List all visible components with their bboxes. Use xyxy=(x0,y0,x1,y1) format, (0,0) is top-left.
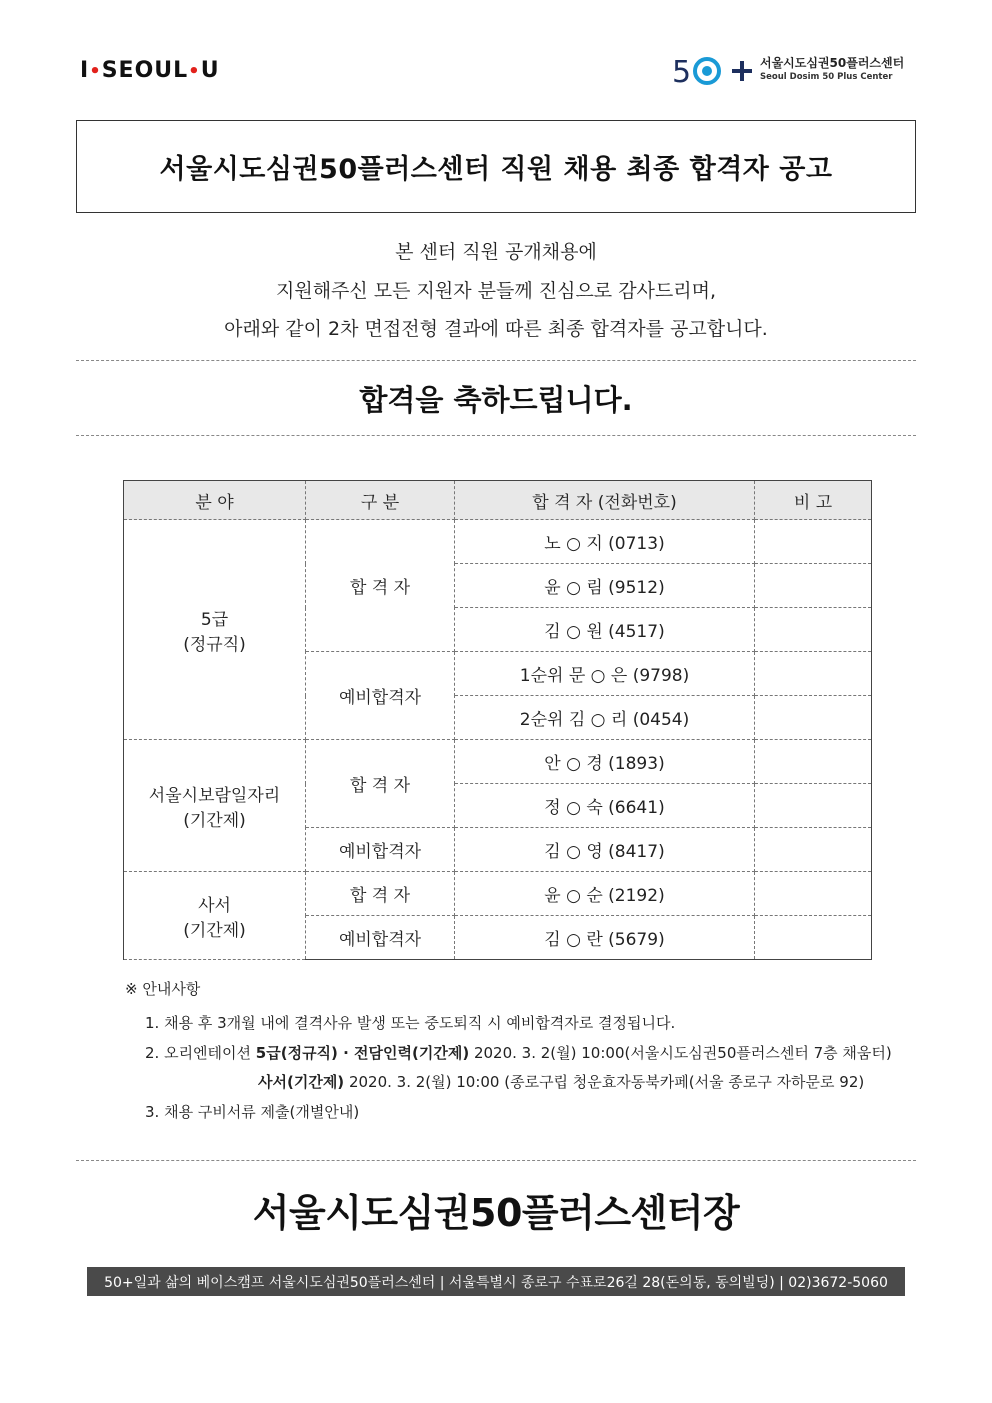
remarks-cell xyxy=(755,740,872,784)
passer-cell: 김 ○ 원 (4517) xyxy=(455,608,755,652)
divider xyxy=(76,435,916,436)
results-table xyxy=(123,480,872,960)
table-row xyxy=(124,740,872,784)
remarks-cell xyxy=(755,608,872,652)
notes-item-2b: 사서(기간제) 2020. 3. 2(월) 10:00 (종로구립 청운효자동북카페(서울 종로구 자하문로 92) xyxy=(258,1073,865,1091)
remarks-cell xyxy=(755,520,872,564)
notes-heading: ※ 안내사항 xyxy=(125,980,201,998)
fifty-plus-mark-icon xyxy=(672,50,756,90)
logo-u: U xyxy=(200,58,220,83)
notes-item-2: 2. 오리엔테이션 5급(정규직) · 전담인력(기간제) 2020. 3. 2(월) 10:00(서울시도심권50플러스센터 7층 채움터) xyxy=(145,1044,892,1062)
footer-text: 50+일과 삶의 베이스캠프 서울시도심권50플러스센터 | 서울특별시 종로구 수표로26길 28(돈의동, 동의빌딩) | 02)3672-5060 xyxy=(104,1274,888,1291)
intro-line-2: 지원해주신 모든 지원자 분들께 진심으로 감사드리며, xyxy=(275,280,717,302)
center-logo xyxy=(672,50,922,90)
remarks-cell xyxy=(755,916,872,960)
remarks-cell xyxy=(755,652,872,696)
passer-cell: 안 ○ 경 (1893) xyxy=(455,740,755,784)
logo-i: I xyxy=(80,58,90,83)
header-passers: 합 격 자 (전화번호) xyxy=(455,481,755,520)
header-category: 구 분 xyxy=(306,481,455,520)
remarks-cell xyxy=(755,828,872,872)
signature: 서울시도심권50플러스센터장 xyxy=(252,1191,740,1235)
notes-item-1: 1. 채용 후 3개월 내에 결격사유 발생 또는 중도퇴직 시 예비합격자로 결정됩니다. xyxy=(145,1014,676,1032)
header-field: 분 야 xyxy=(124,481,306,520)
page-title: 서울시도심권50플러스센터 직원 채용 최종 합격자 공고 xyxy=(159,154,833,185)
category-cell: 예비합격자 xyxy=(306,916,455,960)
i-seoul-u-logo xyxy=(80,58,220,83)
passer-cell: 김 ○ 영 (8417) xyxy=(455,828,755,872)
passer-cell: 정 ○ 숙 (6641) xyxy=(455,784,755,828)
center-name-ko: 서울시도심권50플러스센터 xyxy=(760,56,905,70)
logo-dot-icon: • xyxy=(89,61,102,82)
category-cell: 합 격 자 xyxy=(306,872,455,916)
category-cell: 예비합격자 xyxy=(306,652,455,740)
table-header-row xyxy=(124,481,872,520)
passer-cell: 윤 ○ 림 (9512) xyxy=(455,564,755,608)
divider xyxy=(76,1160,916,1161)
remarks-cell xyxy=(755,564,872,608)
logo-dot-icon: • xyxy=(188,61,201,82)
category-cell: 합 격 자 xyxy=(306,740,455,828)
center-name-en: Seoul Dosim 50 Plus Center xyxy=(760,72,893,82)
notes-item-3: 3. 채용 구비서류 제출(개별안내) xyxy=(145,1103,360,1121)
passer-cell: 노 ○ 지 (0713) xyxy=(455,520,755,564)
header-remarks: 비 고 xyxy=(755,481,872,520)
category-cell: 예비합격자 xyxy=(306,828,455,872)
intro-line-1: 본 센터 직원 공개채용에 xyxy=(395,241,597,263)
remarks-cell xyxy=(755,784,872,828)
category-cell: 합 격 자 xyxy=(306,520,455,652)
title-box xyxy=(76,120,916,213)
remarks-cell xyxy=(755,696,872,740)
field-cell: 사서 (기간제) xyxy=(124,872,306,960)
passer-cell: 1순위 문 ○ 은 (9798) xyxy=(455,652,755,696)
passer-cell: 김 ○ 란 (5679) xyxy=(455,916,755,960)
intro-line-3: 아래와 같이 2차 면접전형 결과에 따른 최종 합격자를 공고합니다. xyxy=(224,318,768,340)
congrats-heading: 합격을 축하드립니다. xyxy=(359,383,633,417)
passer-cell: 2순위 김 ○ 리 (0454) xyxy=(455,696,755,740)
passer-cell: 윤 ○ 순 (2192) xyxy=(455,872,755,916)
remarks-cell xyxy=(755,872,872,916)
table-row xyxy=(124,520,872,564)
logo-seoul: SEOUL xyxy=(101,58,189,83)
svg-text:5: 5 xyxy=(672,55,692,90)
table-row xyxy=(124,872,872,916)
field-cell: 5급 (정규직) xyxy=(124,520,306,740)
footer-bar xyxy=(87,1267,905,1296)
field-cell: 서울시보람일자리 (기간제) xyxy=(124,740,306,872)
divider xyxy=(76,360,916,361)
